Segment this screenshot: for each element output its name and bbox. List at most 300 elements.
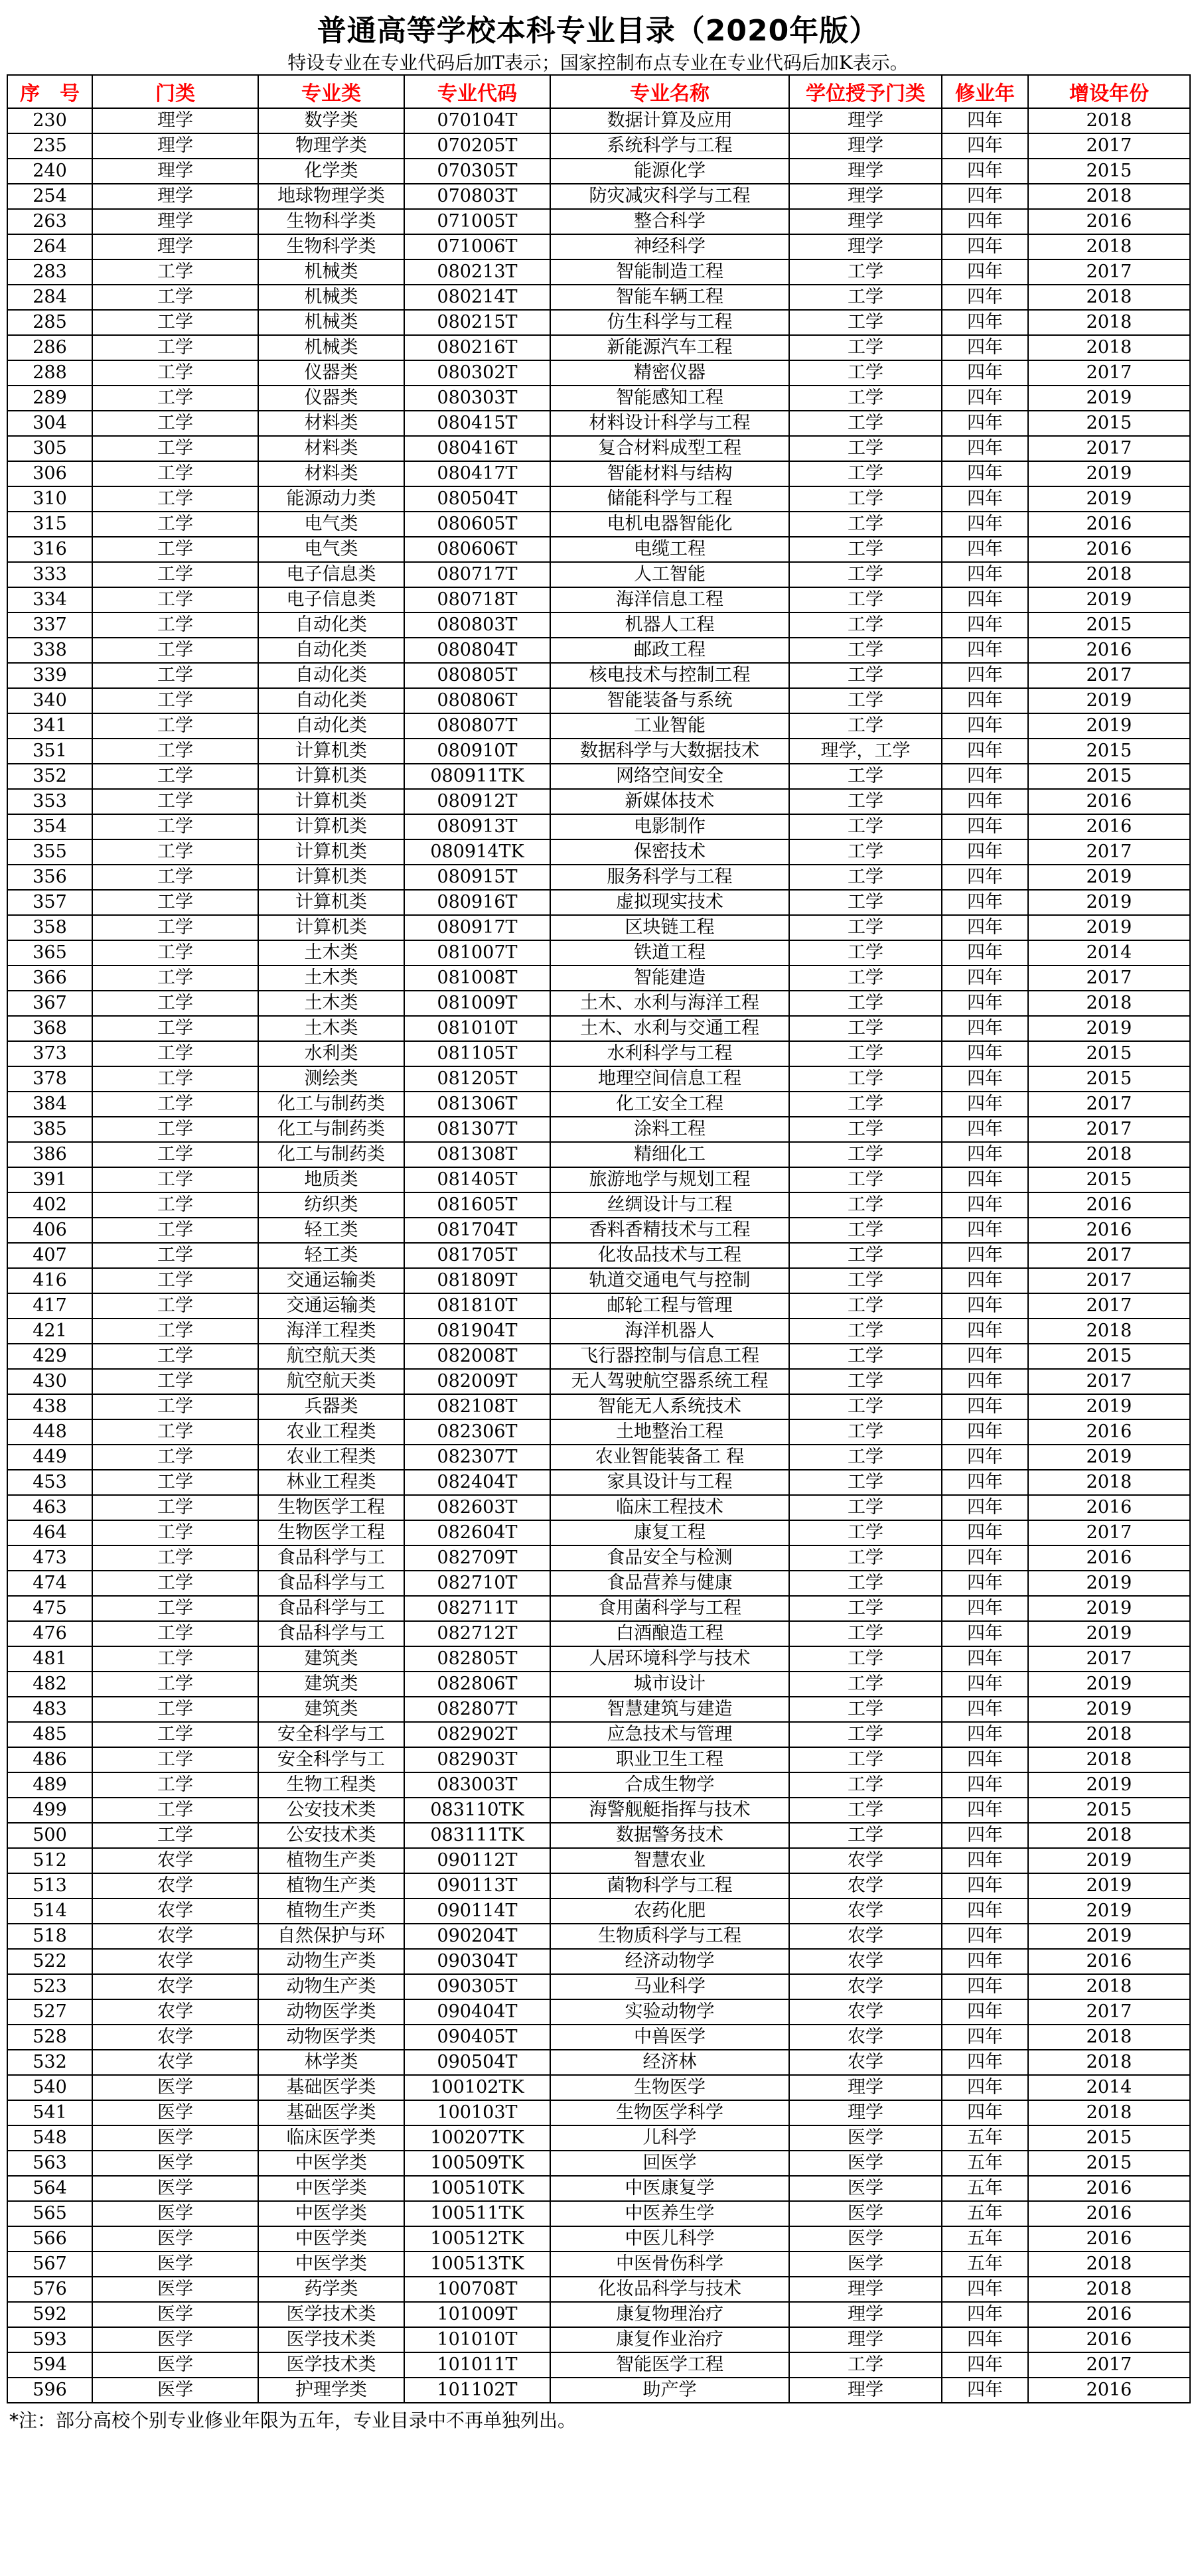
cell-major-code: 083003T <box>404 1772 550 1798</box>
cell-serial: 449 <box>7 1445 92 1470</box>
table-row <box>7 2100 1190 2125</box>
cell-discipline: 医学 <box>92 2352 258 2378</box>
cell-year-added: 2017 <box>1028 1646 1190 1672</box>
cell-major-code: 080806T <box>404 688 550 713</box>
cell-major-code: 080913T <box>404 814 550 839</box>
cell-discipline: 理学 <box>92 184 258 209</box>
cell-major-code: 080504T <box>404 486 550 512</box>
cell-major-class: 土木类 <box>258 940 404 966</box>
cell-duration: 四年 <box>942 1646 1028 1672</box>
cell-major-class: 基础医学类 <box>258 2075 404 2100</box>
table-row <box>7 713 1190 739</box>
cell-degree-category: 工学 <box>789 1722 942 1747</box>
spreadsheet <box>7 0 1189 2434</box>
cell-duration: 五年 <box>942 2252 1028 2277</box>
cell-serial: 500 <box>7 1823 92 1848</box>
cell-major-name: 储能科学与工程 <box>550 486 789 512</box>
cell-degree-category: 工学 <box>789 612 942 638</box>
cell-major-class: 机械类 <box>258 259 404 285</box>
cell-degree-category: 工学 <box>789 411 942 436</box>
cell-discipline: 理学 <box>92 159 258 184</box>
cell-discipline: 工学 <box>92 1419 258 1445</box>
cell-discipline: 工学 <box>92 1394 258 1419</box>
cell-year-added: 2018 <box>1028 2252 1190 2277</box>
cell-year-added: 2018 <box>1028 1142 1190 1167</box>
table-row <box>7 2252 1190 2277</box>
cell-serial: 285 <box>7 310 92 335</box>
cell-degree-category: 工学 <box>789 839 942 865</box>
cell-duration: 四年 <box>942 1445 1028 1470</box>
cell-year-added: 2019 <box>1028 1848 1190 1873</box>
cell-major-class: 食品科学与工 <box>258 1621 404 1646</box>
cell-year-added: 2017 <box>1028 1092 1190 1117</box>
cell-discipline: 工学 <box>92 1571 258 1596</box>
cell-degree-category: 工学 <box>789 1369 942 1394</box>
cell-degree-category: 理学 <box>789 209 942 234</box>
cell-major-class: 动物医学类 <box>258 1999 404 2025</box>
cell-major-name: 新媒体技术 <box>550 789 789 814</box>
table-row <box>7 1974 1190 1999</box>
cell-year-added: 2015 <box>1028 1344 1190 1369</box>
table-row <box>7 1798 1190 1823</box>
cell-discipline: 医学 <box>92 2176 258 2201</box>
cell-major-class: 化工与制药类 <box>258 1092 404 1117</box>
cell-year-added: 2016 <box>1028 638 1190 663</box>
cell-major-class: 计算机类 <box>258 839 404 865</box>
cell-degree-category: 工学 <box>789 562 942 587</box>
cell-major-class: 机械类 <box>258 310 404 335</box>
cell-serial: 386 <box>7 1142 92 1167</box>
cell-serial: 366 <box>7 966 92 991</box>
cell-major-code: 080911TK <box>404 764 550 789</box>
cell-serial: 283 <box>7 259 92 285</box>
cell-serial: 483 <box>7 1697 92 1722</box>
cell-major-code: 080915T <box>404 865 550 890</box>
cell-degree-category: 理学 <box>789 108 942 133</box>
cell-serial: 351 <box>7 739 92 764</box>
cell-year-added: 2019 <box>1028 1924 1190 1949</box>
table-row <box>7 159 1190 184</box>
cell-discipline: 工学 <box>92 814 258 839</box>
cell-major-code: 090114T <box>404 1898 550 1924</box>
cell-major-name: 经济林 <box>550 2050 789 2075</box>
cell-duration: 四年 <box>942 537 1028 562</box>
cell-major-code: 100509TK <box>404 2151 550 2176</box>
table-row <box>7 310 1190 335</box>
cell-degree-category: 工学 <box>789 1066 942 1092</box>
cell-year-added: 2017 <box>1028 133 1190 159</box>
cell-discipline: 工学 <box>92 1646 258 1672</box>
cell-major-name: 区块链工程 <box>550 915 789 940</box>
cell-serial: 518 <box>7 1924 92 1949</box>
cell-discipline: 农学 <box>92 1848 258 1873</box>
cell-serial: 429 <box>7 1344 92 1369</box>
cell-serial: 453 <box>7 1470 92 1495</box>
cell-major-code: 081704T <box>404 1218 550 1243</box>
cell-serial: 475 <box>7 1596 92 1621</box>
cell-discipline: 工学 <box>92 839 258 865</box>
cell-major-class: 轻工类 <box>258 1243 404 1268</box>
cell-duration: 四年 <box>942 386 1028 411</box>
table-row <box>7 1520 1190 1545</box>
cell-discipline: 医学 <box>92 2302 258 2327</box>
table-row <box>7 1545 1190 1571</box>
cell-serial: 596 <box>7 2378 92 2403</box>
cell-major-code: 082902T <box>404 1722 550 1747</box>
cell-degree-category: 工学 <box>789 2352 942 2378</box>
cell-discipline: 工学 <box>92 940 258 966</box>
cell-year-added: 2017 <box>1028 663 1190 688</box>
cell-major-name: 食品安全与检测 <box>550 1545 789 1571</box>
cell-major-class: 建筑类 <box>258 1672 404 1697</box>
cell-major-class: 能源动力类 <box>258 486 404 512</box>
table-row <box>7 865 1190 890</box>
table-row <box>7 335 1190 360</box>
cell-duration: 四年 <box>942 1243 1028 1268</box>
table-row <box>7 2125 1190 2151</box>
cell-degree-category: 工学 <box>789 764 942 789</box>
cell-year-added: 2017 <box>1028 436 1190 461</box>
table-row <box>7 1344 1190 1369</box>
cell-major-name: 邮政工程 <box>550 638 789 663</box>
cell-major-code: 090112T <box>404 1848 550 1873</box>
cell-discipline: 工学 <box>92 1798 258 1823</box>
cell-discipline: 工学 <box>92 1697 258 1722</box>
cell-major-class: 护理学类 <box>258 2378 404 2403</box>
cell-serial: 373 <box>7 1041 92 1066</box>
cell-major-name: 经济动物学 <box>550 1949 789 1974</box>
cell-year-added: 2016 <box>1028 1495 1190 1520</box>
cell-duration: 四年 <box>942 1419 1028 1445</box>
table-row <box>7 2327 1190 2352</box>
cell-degree-category: 工学 <box>789 461 942 486</box>
cell-major-class: 自动化类 <box>258 713 404 739</box>
cell-major-class: 材料类 <box>258 436 404 461</box>
cell-serial: 333 <box>7 562 92 587</box>
table-row <box>7 688 1190 713</box>
cell-duration: 四年 <box>942 1873 1028 1898</box>
cell-major-class: 材料类 <box>258 411 404 436</box>
cell-major-class: 植物生产类 <box>258 1848 404 1873</box>
cell-major-code: 081008T <box>404 966 550 991</box>
cell-duration: 四年 <box>942 1117 1028 1142</box>
cell-duration: 四年 <box>942 1319 1028 1344</box>
table-row <box>7 1268 1190 1293</box>
cell-major-name: 儿科学 <box>550 2125 789 2151</box>
cell-major-name: 材料设计科学与工程 <box>550 411 789 436</box>
cell-serial: 353 <box>7 789 92 814</box>
cell-major-name: 智能车辆工程 <box>550 285 789 310</box>
cell-major-class: 电子信息类 <box>258 562 404 587</box>
cell-discipline: 工学 <box>92 1672 258 1697</box>
cell-serial: 289 <box>7 386 92 411</box>
cell-year-added: 2019 <box>1028 1445 1190 1470</box>
cell-serial: 339 <box>7 663 92 688</box>
cell-major-name: 城市设计 <box>550 1672 789 1697</box>
cell-serial: 378 <box>7 1066 92 1092</box>
cell-degree-category: 农学 <box>789 1974 942 1999</box>
cell-degree-category: 工学 <box>789 1192 942 1218</box>
cell-discipline: 理学 <box>92 209 258 234</box>
cell-duration: 四年 <box>942 865 1028 890</box>
table-row <box>7 360 1190 386</box>
cell-degree-category: 工学 <box>789 1041 942 1066</box>
table-row <box>7 259 1190 285</box>
cell-duration: 四年 <box>942 587 1028 612</box>
cell-duration: 四年 <box>942 259 1028 285</box>
cell-major-name: 化妆品科学与技术 <box>550 2277 789 2302</box>
table-row <box>7 1596 1190 1621</box>
major-catalog-table <box>7 74 1191 2403</box>
cell-major-name: 智能医学工程 <box>550 2352 789 2378</box>
cell-discipline: 医学 <box>92 2378 258 2403</box>
cell-major-name: 能源化学 <box>550 159 789 184</box>
cell-duration: 四年 <box>942 310 1028 335</box>
cell-major-code: 081809T <box>404 1268 550 1293</box>
cell-degree-category: 工学 <box>789 1016 942 1041</box>
cell-major-code: 101102T <box>404 2378 550 2403</box>
cell-major-class: 航空航天类 <box>258 1344 404 1369</box>
cell-year-added: 2015 <box>1028 159 1190 184</box>
cell-major-code: 080215T <box>404 310 550 335</box>
table-row <box>7 1319 1190 1344</box>
cell-discipline: 理学 <box>92 234 258 259</box>
cell-major-class: 植物生产类 <box>258 1873 404 1898</box>
cell-degree-category: 工学 <box>789 285 942 310</box>
cell-major-code: 081904T <box>404 1319 550 1344</box>
cell-major-code: 090305T <box>404 1974 550 1999</box>
cell-degree-category: 工学 <box>789 360 942 386</box>
cell-major-class: 医学技术类 <box>258 2352 404 2378</box>
cell-year-added: 2018 <box>1028 1974 1190 1999</box>
cell-major-class: 动物生产类 <box>258 1974 404 1999</box>
table-row <box>7 1243 1190 1268</box>
cell-major-class: 建筑类 <box>258 1697 404 1722</box>
cell-duration: 四年 <box>942 1369 1028 1394</box>
cell-degree-category: 工学 <box>789 1823 942 1848</box>
cell-degree-category: 理学 <box>789 2100 942 2125</box>
cell-major-code: 082805T <box>404 1646 550 1672</box>
cell-degree-category: 工学 <box>789 1344 942 1369</box>
cell-duration: 四年 <box>942 1293 1028 1319</box>
cell-duration: 四年 <box>942 2100 1028 2125</box>
cell-degree-category: 农学 <box>789 1999 942 2025</box>
cell-discipline: 医学 <box>92 2100 258 2125</box>
table-row <box>7 1445 1190 1470</box>
header-degree-category: 学位授予门类 <box>789 75 942 108</box>
cell-serial: 310 <box>7 486 92 512</box>
cell-serial: 594 <box>7 2352 92 2378</box>
cell-major-code: 100708T <box>404 2277 550 2302</box>
cell-major-name: 合成生物学 <box>550 1772 789 1798</box>
cell-major-class: 自然保护与环 <box>258 1924 404 1949</box>
cell-discipline: 理学 <box>92 108 258 133</box>
cell-duration: 四年 <box>942 814 1028 839</box>
cell-major-code: 080302T <box>404 360 550 386</box>
cell-serial: 532 <box>7 2050 92 2075</box>
table-row <box>7 1873 1190 1898</box>
cell-major-class: 物理学类 <box>258 133 404 159</box>
table-row <box>7 1066 1190 1092</box>
cell-major-code: 100513TK <box>404 2252 550 2277</box>
cell-major-class: 数学类 <box>258 108 404 133</box>
cell-major-name: 中兽医学 <box>550 2025 789 2050</box>
header-major-code: 专业代码 <box>404 75 550 108</box>
cell-year-added: 2018 <box>1028 1823 1190 1848</box>
cell-major-code: 081405T <box>404 1167 550 1192</box>
cell-degree-category: 工学 <box>789 1596 942 1621</box>
cell-major-class: 测绘类 <box>258 1066 404 1092</box>
cell-degree-category: 工学 <box>789 1445 942 1470</box>
cell-degree-category: 农学 <box>789 1848 942 1873</box>
cell-major-code: 083110TK <box>404 1798 550 1823</box>
cell-major-name: 数据科学与大数据技术 <box>550 739 789 764</box>
cell-major-name: 土地整治工程 <box>550 1419 789 1445</box>
cell-discipline: 工学 <box>92 1344 258 1369</box>
cell-year-added: 2015 <box>1028 411 1190 436</box>
cell-major-name: 工业智能 <box>550 713 789 739</box>
cell-discipline: 农学 <box>92 1924 258 1949</box>
cell-major-name: 仿生科学与工程 <box>550 310 789 335</box>
cell-discipline: 工学 <box>92 612 258 638</box>
table-row <box>7 839 1190 865</box>
cell-degree-category: 理学 <box>789 2378 942 2403</box>
cell-major-name: 服务科学与工程 <box>550 865 789 890</box>
cell-degree-category: 工学 <box>789 1218 942 1243</box>
cell-serial: 235 <box>7 133 92 159</box>
table-row <box>7 1092 1190 1117</box>
table-row <box>7 209 1190 234</box>
cell-major-name: 虚拟现实技术 <box>550 890 789 915</box>
cell-year-added: 2014 <box>1028 940 1190 966</box>
cell-major-class: 计算机类 <box>258 915 404 940</box>
cell-year-added: 2016 <box>1028 2226 1190 2252</box>
cell-major-code: 080415T <box>404 411 550 436</box>
cell-major-name: 智能感知工程 <box>550 386 789 411</box>
cell-year-added: 2018 <box>1028 1470 1190 1495</box>
cell-duration: 四年 <box>942 991 1028 1016</box>
table-row <box>7 133 1190 159</box>
cell-serial: 486 <box>7 1747 92 1772</box>
cell-major-class: 中医学类 <box>258 2252 404 2277</box>
cell-duration: 四年 <box>942 133 1028 159</box>
cell-discipline: 农学 <box>92 2025 258 2050</box>
cell-degree-category: 工学 <box>789 1394 942 1419</box>
cell-serial: 354 <box>7 814 92 839</box>
cell-major-class: 农业工程类 <box>258 1445 404 1470</box>
cell-major-code: 081306T <box>404 1092 550 1117</box>
cell-degree-category: 工学 <box>789 512 942 537</box>
cell-discipline: 工学 <box>92 688 258 713</box>
cell-major-name: 智能装备与系统 <box>550 688 789 713</box>
cell-year-added: 2016 <box>1028 2327 1190 2352</box>
cell-major-name: 化工安全工程 <box>550 1092 789 1117</box>
cell-duration: 四年 <box>942 1344 1028 1369</box>
cell-discipline: 工学 <box>92 1772 258 1798</box>
table-row <box>7 285 1190 310</box>
cell-serial: 416 <box>7 1268 92 1293</box>
cell-major-name: 保密技术 <box>550 839 789 865</box>
cell-major-class: 机械类 <box>258 335 404 360</box>
cell-degree-category: 工学 <box>789 436 942 461</box>
cell-major-code: 070205T <box>404 133 550 159</box>
cell-discipline: 医学 <box>92 2075 258 2100</box>
cell-discipline: 工学 <box>92 512 258 537</box>
cell-major-name: 新能源汽车工程 <box>550 335 789 360</box>
cell-major-name: 数据计算及应用 <box>550 108 789 133</box>
cell-duration: 四年 <box>942 612 1028 638</box>
cell-discipline: 农学 <box>92 1999 258 2025</box>
cell-degree-category: 医学 <box>789 2151 942 2176</box>
cell-duration: 四年 <box>942 789 1028 814</box>
cell-year-added: 2017 <box>1028 1369 1190 1394</box>
cell-discipline: 工学 <box>92 1218 258 1243</box>
cell-duration: 四年 <box>942 1798 1028 1823</box>
table-row <box>7 1117 1190 1142</box>
table-row <box>7 1621 1190 1646</box>
cell-duration: 四年 <box>942 360 1028 386</box>
cell-duration: 四年 <box>942 184 1028 209</box>
cell-major-class: 动物生产类 <box>258 1949 404 1974</box>
cell-duration: 四年 <box>942 1672 1028 1697</box>
cell-year-added: 2017 <box>1028 1520 1190 1545</box>
cell-major-code: 080213T <box>404 259 550 285</box>
cell-serial: 485 <box>7 1722 92 1747</box>
cell-major-name: 人居环境科学与技术 <box>550 1646 789 1672</box>
cell-degree-category: 工学 <box>789 789 942 814</box>
cell-serial: 421 <box>7 1319 92 1344</box>
cell-degree-category: 工学 <box>789 1419 942 1445</box>
cell-major-name: 香料香精技术与工程 <box>550 1218 789 1243</box>
cell-major-code: 081007T <box>404 940 550 966</box>
cell-degree-category: 工学 <box>789 1092 942 1117</box>
cell-major-code: 080214T <box>404 285 550 310</box>
cell-major-name: 核电技术与控制工程 <box>550 663 789 688</box>
cell-major-name: 水利科学与工程 <box>550 1041 789 1066</box>
cell-serial: 474 <box>7 1571 92 1596</box>
cell-year-added: 2018 <box>1028 234 1190 259</box>
cell-degree-category: 农学 <box>789 1924 942 1949</box>
cell-discipline: 工学 <box>92 537 258 562</box>
cell-major-code: 070104T <box>404 108 550 133</box>
cell-major-code: 081705T <box>404 1243 550 1268</box>
cell-discipline: 工学 <box>92 663 258 688</box>
cell-serial: 406 <box>7 1218 92 1243</box>
cell-major-code: 082603T <box>404 1495 550 1520</box>
cell-major-name: 康复物理治疗 <box>550 2302 789 2327</box>
cell-discipline: 工学 <box>92 638 258 663</box>
cell-duration: 四年 <box>942 1016 1028 1041</box>
cell-serial: 305 <box>7 436 92 461</box>
cell-duration: 四年 <box>942 839 1028 865</box>
cell-major-class: 生物医学工程 <box>258 1495 404 1520</box>
cell-major-code: 080416T <box>404 436 550 461</box>
cell-major-class: 公安技术类 <box>258 1823 404 1848</box>
cell-major-name: 系统科学与工程 <box>550 133 789 159</box>
cell-degree-category: 工学 <box>789 1495 942 1520</box>
cell-major-class: 医学技术类 <box>258 2302 404 2327</box>
table-row <box>7 2378 1190 2403</box>
cell-duration: 四年 <box>942 2378 1028 2403</box>
cell-discipline: 工学 <box>92 1470 258 1495</box>
cell-discipline: 农学 <box>92 1898 258 1924</box>
cell-year-added: 2016 <box>1028 209 1190 234</box>
cell-year-added: 2019 <box>1028 890 1190 915</box>
cell-major-class: 林学类 <box>258 2050 404 2075</box>
cell-discipline: 工学 <box>92 1495 258 1520</box>
cell-serial: 337 <box>7 612 92 638</box>
cell-major-name: 中医养生学 <box>550 2201 789 2226</box>
